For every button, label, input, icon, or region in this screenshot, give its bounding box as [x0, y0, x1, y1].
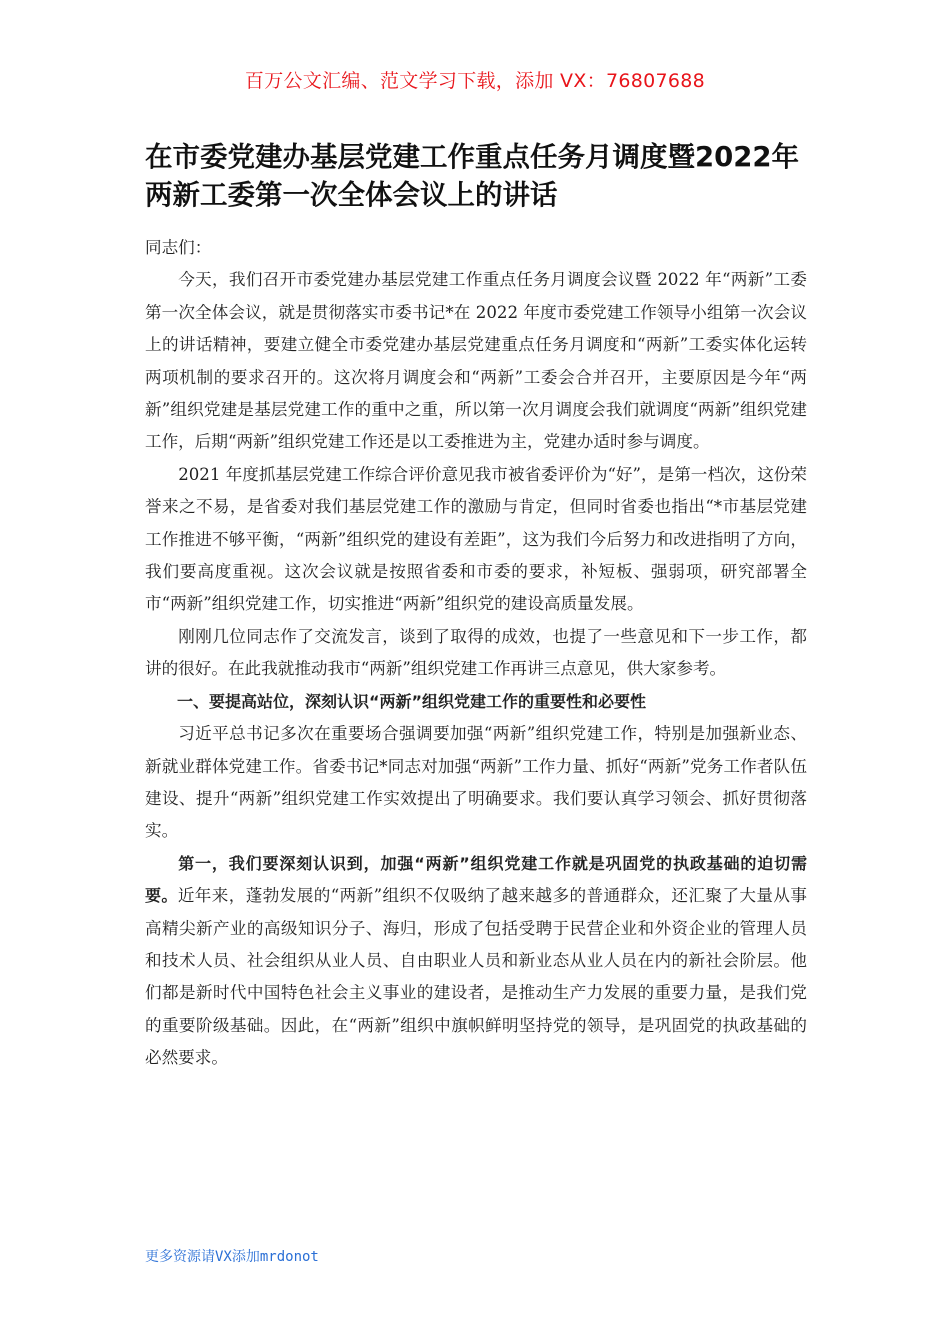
document-body — [145, 232, 807, 1075]
point-lead: 第一，我们要深刻认识到，加强“两新”组织党建工作就是巩固党的执政基础的迫切需要。 — [145, 853, 807, 906]
paragraph: 今天，我们召开市委党建办基层党建工作重点任务月调度会议暨 2022 年“两新”工委第一次全体会议，就是贯彻落实市委书记*在 2022 年度市委党建工作领导小组第一次会议上的讲话精神，要建立健全市委党建办基层党建重点任务月调度和“两新”工委实体化运转两项机制的要求召开的。这次将月调度会和“两新”工委会合并召开，主要原因是今年“两新”组织党建是基层党建工作的重中之重，所以第一次月调度会我们就调度“两新”组织党建工作，后期“两新”组织党建工作还是以工委推进为主，党建办适时参与调度。 — [145, 270, 807, 452]
paragraph — [145, 848, 807, 1075]
paragraph: 习近平总书记多次在重要场合强调要加强“两新”组织党建工作，特别是加强新业态、新就业群体党建工作。省委书记*同志对加强“两新”工作力量、抓好“两新”党务工作者队伍建设、提升“两新”组织党建工作实效提出了明确要求。我们要认真学习领会、抓好贯彻落实。 — [145, 724, 807, 841]
paragraph: 2021 年度抓基层党建工作综合评价意见我市被省委评价为“好”，是第一档次，这份荣誉来之不易，是省委对我们基层党建工作的激励与肯定，但同时省委也指出“*市基层党建工作推进不够平衡，“两新”组织党的建设有差距”，这为我们今后努力和改进指明了方向，我们要高度重视。这次会议就是按照省委和市委的要求，补短板、强弱项，研究部署全市“两新”组织党建工作，切实推进“两新”组织党的建设高质量发展。 — [145, 464, 807, 614]
paragraph: 刚刚几位同志作了交流发言，谈到了取得的成效，也提了一些意见和下一步工作，都讲的很好。在此我就推动我市“两新”组织党建工作再讲三点意见，供大家参考。 — [145, 626, 807, 679]
header-notice: 百万公文汇编、范文学习下载，添加 VX：76807688 — [244, 70, 706, 92]
document-title: 在市委党建办基层党建工作重点任务月调度暨2022年两新工委第一次全体会议上的讲话 — [145, 141, 800, 211]
footer-notice: 更多资源请VX添加mrdonot — [145, 1249, 319, 1265]
section-heading: 一、要提高站位，深刻认识“两新”组织党建工作的重要性和必要性 — [177, 691, 647, 711]
point-text: 近年来，蓬勃发展的“两新”组织不仅吸纳了越来越多的普通群众，还汇聚了大量从事高精尖新产业的高级知识分子、海归，形成了包括受聘于民营企业和外资企业的管理人员和技术人员、社会组织从业人员、自由职业人员和新业态从业人员在内的新社会阶层。他们都是新时代中国特色社会主义事业的建设者，是推动生产力发展的重要力量，是我们党的重要阶级基础。因此，在“两新”组织中旗帜鲜明坚持党的领导，是巩固党的执政基础的必然要求。 — [145, 886, 807, 1068]
salutation: 同志们： — [145, 238, 212, 257]
